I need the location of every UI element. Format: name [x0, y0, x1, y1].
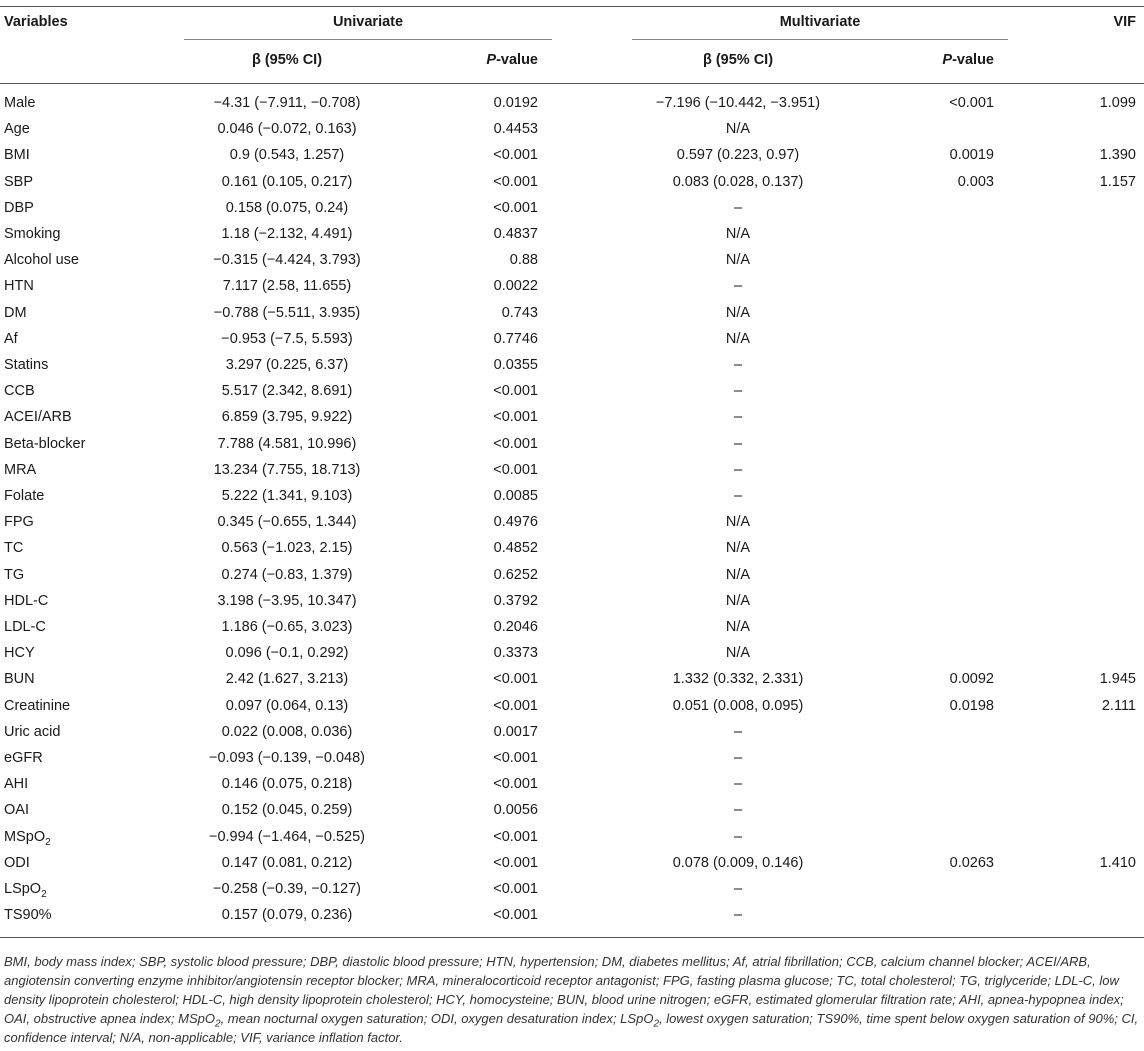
variable-label: [4, 382, 35, 400]
multi-beta-cell: –: [733, 776, 743, 793]
variable-label-text: MRA: [4, 461, 37, 478]
multi-p-cell: 0.0198: [949, 697, 994, 714]
variable-label-text: ACEI/ARB: [4, 409, 72, 426]
uni-p-cell: <0.001: [493, 854, 538, 871]
variable-label: [4, 120, 30, 138]
variable-label-text: Folate: [4, 488, 45, 504]
variable-label-text: eGFR: [4, 750, 43, 766]
variable-label-text: Statins: [4, 357, 49, 373]
uni-beta-cell: 3.297 (0.225, 6.37): [225, 357, 349, 373]
multi-p-cell: 0.0019: [949, 147, 994, 164]
uni-beta-cell: 0.096 (−0.1, 0.292): [225, 645, 349, 662]
top-rule: [0, 6, 1144, 7]
uni-p-cell: 0.0022: [493, 278, 538, 295]
variable-label-text: FPG: [4, 514, 34, 531]
multi-beta-cell: –: [733, 409, 743, 426]
multi-beta-cell: 1.332 (0.332, 2.331): [672, 671, 804, 688]
variable-label-text: Age: [4, 121, 30, 138]
variable-label: [4, 513, 34, 531]
uni-beta-cell: −0.315 (−4.424, 3.793): [213, 252, 361, 269]
uni-p-cell: 0.88: [509, 252, 538, 269]
uni-p-cell: 0.0355: [493, 357, 538, 373]
multi-beta-cell: –: [733, 435, 743, 452]
uni-beta-cell: 1.186 (−0.65, 3.023): [221, 619, 353, 635]
variable-label: [4, 906, 52, 924]
variable-label: [4, 749, 43, 767]
uni-p-cell: <0.001: [493, 409, 538, 426]
variable-label: [4, 697, 70, 715]
uni-p-cell: 0.7746: [493, 330, 538, 347]
uni-p-cell: <0.001: [493, 750, 538, 766]
uni-p-cell: 0.0085: [493, 488, 538, 504]
variable-label: [4, 801, 29, 819]
vif-cell: 1.945: [1099, 671, 1136, 688]
header-multivariate: Multivariate: [779, 14, 861, 30]
header-rule: [0, 83, 1144, 84]
variable-label: [4, 880, 47, 898]
multi-beta-cell: –: [733, 750, 743, 766]
multi-beta-cell: N/A: [725, 619, 751, 635]
uni-beta-cell: 0.152 (0.045, 0.259): [221, 802, 353, 819]
uni-beta-cell: 2.42 (1.627, 3.213): [225, 671, 349, 688]
variable-label-text: LSpO: [4, 881, 42, 897]
variable-label: [4, 723, 60, 741]
variable-label-text: Male: [4, 95, 36, 111]
variable-label: [4, 146, 30, 164]
variable-label-text: BUN: [4, 671, 35, 688]
uni-beta-cell: 0.345 (−0.655, 1.344): [217, 514, 357, 531]
uni-beta-cell: −0.093 (−0.139, −0.048): [208, 750, 366, 766]
uni-beta-cell: 0.9 (0.543, 1.257): [229, 147, 345, 164]
variable-label-text: Beta-blocker: [4, 435, 86, 452]
multi-beta-cell: N/A: [725, 226, 751, 242]
multi-p-cell: 0.0092: [949, 671, 994, 688]
uni-p-cell: 0.4837: [493, 226, 538, 242]
uni-p-cell: <0.001: [493, 173, 538, 190]
variable-label: [4, 461, 36, 479]
uni-beta-cell: 13.234 (7.755, 18.713): [213, 461, 361, 478]
vif-cell: 1.157: [1099, 173, 1136, 190]
variable-label-text: Uric acid: [4, 723, 61, 740]
variable-label-text: TG: [4, 566, 25, 583]
variable-label: [4, 566, 24, 584]
multi-beta-cell: N/A: [725, 121, 751, 138]
variable-label: [4, 592, 48, 610]
uni-p-cell: 0.2046: [493, 619, 538, 635]
multi-beta-cell: N/A: [725, 330, 751, 347]
multi-beta-cell: 0.078 (0.009, 0.146): [672, 854, 804, 871]
multi-beta-cell: N/A: [725, 645, 751, 662]
header-uni-p: P-value: [486, 52, 538, 68]
uni-beta-cell: 0.097 (0.064, 0.13): [225, 697, 349, 714]
uni-beta-cell: 5.222 (1.341, 9.103): [221, 488, 353, 504]
header-multi-beta: β (95% CI): [702, 52, 774, 68]
uni-beta-cell: 0.147 (0.081, 0.212): [221, 854, 353, 871]
variable-label-text: Alcohol use: [4, 252, 79, 269]
variable-label-text: SBP: [4, 173, 34, 190]
uni-p-cell: 0.0192: [493, 95, 538, 111]
variable-label: [4, 330, 18, 348]
multi-p-cell: <0.001: [949, 95, 994, 111]
table-footnote: BMI, body mass index; SBP, systolic blood pressure; DBP, diastolic blood pressure; HTN, hypertension; DM, diabetes mellitus; Af, atrial fibrillation; CCB, calcium channel blocker; ACEI/ARB, angiotensin converting enzyme inhibitor/angiotensin receptor blocker; MRA, mineralocorticoid receptor antagonist; FPG, fasting plasma glucose; TC, total cholesterol; TG, triglyceride; LDL-C, low density lipoprotein cholesterol; HDL-C, high density lipoprotein cholesterol; HCY, homocysteine; BUN, blood urine nitrogen; eGFR, estimated glomerular filtration rate; AHI, apnea-hypopnea index; OAI, obstructive apnea index; MSpO$_2$, mean nocturnal oxygen saturation; ODI, oxygen desaturation index; LSpO$_2$, lowest oxygen saturation; TS90%, time spent below oxygen saturation of 90%; CI, confidence interval; N/A, non-applicable; VIF, variance inflation factor.: [4, 954, 1139, 1045]
multi-beta-cell: −7.196 (−10.442, −3.951): [655, 95, 821, 111]
variable-label-text: MSpO: [4, 828, 46, 845]
variable-label: [4, 618, 46, 636]
uni-p-cell: 0.4976: [493, 514, 538, 531]
variable-label-text: BMI: [4, 147, 30, 164]
multi-beta-cell: –: [733, 828, 743, 845]
variable-label: [4, 173, 33, 191]
header-uni-beta: β (95% CI): [251, 52, 323, 68]
header-vif: VIF: [1113, 14, 1136, 30]
multi-beta-cell: –: [733, 461, 743, 478]
variable-label-subscript: 2: [45, 836, 51, 848]
multi-beta-cell: –: [733, 881, 743, 897]
variable-label: [4, 94, 35, 112]
multi-beta-cell: –: [733, 199, 743, 216]
uni-beta-cell: −0.258 (−0.39, −0.127): [213, 881, 361, 897]
uni-p-cell: <0.001: [493, 199, 538, 216]
uni-beta-cell: 5.517 (2.342, 8.691): [221, 383, 353, 400]
uni-beta-cell: 1.18 (−2.132, 4.491): [221, 226, 353, 242]
variable-label-subscript: 2: [41, 888, 47, 900]
uni-p-cell: <0.001: [493, 881, 538, 897]
variable-label-text: DBP: [4, 199, 34, 216]
variable-label: [4, 775, 28, 793]
uni-p-cell: <0.001: [493, 907, 538, 924]
uni-p-cell: 0.6252: [493, 566, 538, 583]
multi-beta-cell: N/A: [725, 592, 751, 609]
uni-beta-cell: −0.788 (−5.511, 3.935): [213, 304, 361, 321]
uni-beta-cell: 6.859 (3.795, 9.922): [221, 409, 353, 426]
uni-p-cell: 0.3792: [493, 592, 538, 609]
uni-p-cell: 0.4852: [493, 540, 538, 557]
variable-label: [4, 304, 27, 322]
variable-label-text: OAI: [4, 802, 29, 819]
multi-beta-cell: 0.051 (0.008, 0.095): [672, 697, 804, 714]
variable-label: [4, 225, 60, 243]
multi-p-cell: 0.003: [957, 173, 994, 190]
variable-label: [4, 356, 48, 374]
uni-beta-cell: 0.157 (0.079, 0.236): [221, 907, 353, 924]
uni-p-cell: <0.001: [493, 697, 538, 714]
variable-label: [4, 854, 30, 872]
variable-label-text: Smoking: [4, 226, 61, 242]
uni-p-cell: 0.743: [501, 304, 538, 321]
multi-beta-cell: N/A: [725, 514, 751, 531]
header-variables: Variables: [4, 14, 68, 30]
variable-label-text: HDL-C: [4, 592, 49, 609]
variable-label: [4, 277, 34, 295]
uni-beta-cell: −0.953 (−7.5, 5.593): [221, 330, 353, 347]
univariate-underline: [184, 39, 552, 40]
vif-cell: 2.111: [1101, 697, 1136, 714]
uni-p-cell: <0.001: [493, 435, 538, 452]
multi-beta-cell: –: [733, 907, 743, 924]
multi-beta-cell: N/A: [725, 566, 751, 583]
variable-label-text: Af: [4, 330, 18, 347]
bottom-rule: [0, 937, 1144, 938]
variable-label: [4, 408, 72, 426]
uni-beta-cell: 0.022 (0.008, 0.036): [221, 723, 353, 740]
uni-beta-cell: −0.994 (−1.464, −0.525): [208, 828, 366, 845]
variable-label: [4, 199, 34, 217]
uni-beta-cell: 0.274 (−0.83, 1.379): [221, 566, 353, 583]
uni-beta-cell: 7.788 (4.581, 10.996): [217, 435, 357, 452]
uni-p-cell: 0.0017: [493, 723, 538, 740]
variable-label-text: AHI: [4, 776, 29, 793]
vif-cell: 1.410: [1099, 854, 1136, 871]
variable-label-text: Creatinine: [4, 697, 71, 714]
multi-beta-cell: N/A: [725, 252, 751, 269]
uni-beta-cell: 0.158 (0.075, 0.24): [225, 199, 349, 216]
uni-beta-cell: −4.31 (−7.911, −0.708): [213, 95, 361, 111]
multi-beta-cell: N/A: [725, 304, 751, 321]
multi-beta-cell: 0.083 (0.028, 0.137): [672, 173, 804, 190]
uni-p-cell: <0.001: [493, 461, 538, 478]
multivariate-underline: [632, 39, 1008, 40]
uni-p-cell: <0.001: [493, 671, 538, 688]
variable-label: [4, 670, 35, 688]
variable-label: [4, 828, 51, 846]
multi-beta-cell: –: [733, 383, 743, 400]
multi-p-cell: 0.0263: [949, 854, 994, 871]
multi-beta-cell: –: [733, 278, 743, 295]
header-multi-p: P-value: [942, 52, 994, 68]
uni-beta-cell: 0.161 (0.105, 0.217): [221, 173, 353, 190]
variable-label-text: HTN: [4, 278, 34, 295]
uni-p-cell: <0.001: [493, 147, 538, 164]
multi-beta-cell: 0.597 (0.223, 0.97): [676, 147, 800, 164]
header-univariate: Univariate: [332, 14, 404, 30]
vif-cell: 1.099: [1099, 95, 1136, 111]
uni-p-cell: 0.0056: [493, 802, 538, 819]
variable-label-text: DM: [4, 304, 27, 321]
uni-p-cell: <0.001: [493, 383, 538, 400]
multi-beta-cell: –: [733, 488, 743, 504]
multi-beta-cell: –: [733, 723, 743, 740]
uni-beta-cell: 3.198 (−3.95, 10.347): [217, 592, 357, 609]
uni-p-cell: 0.4453: [493, 121, 538, 138]
uni-p-cell: 0.3373: [493, 645, 538, 662]
variable-label-text: TC: [4, 540, 24, 557]
variable-label: [4, 251, 79, 269]
uni-beta-cell: 7.117 (2.58, 11.655): [222, 278, 352, 295]
vif-cell: 1.390: [1099, 147, 1136, 164]
uni-beta-cell: 0.146 (0.075, 0.218): [221, 776, 353, 793]
variable-label: [4, 539, 23, 557]
variable-label: [4, 487, 44, 505]
variable-label: [4, 435, 85, 453]
variable-label-text: LDL-C: [4, 619, 46, 635]
multi-beta-cell: N/A: [725, 540, 751, 557]
variable-label: [4, 644, 35, 662]
variable-label-text: HCY: [4, 645, 35, 662]
uni-beta-cell: 0.046 (−0.072, 0.163): [217, 121, 357, 138]
multi-beta-cell: –: [733, 357, 743, 373]
uni-p-cell: <0.001: [493, 828, 538, 845]
multi-beta-cell: –: [733, 802, 743, 819]
uni-p-cell: <0.001: [493, 776, 538, 793]
uni-beta-cell: 0.563 (−1.023, 2.15): [221, 540, 353, 557]
variable-label-text: TS90%: [4, 907, 52, 924]
variable-label-text: ODI: [4, 854, 30, 871]
variable-label-text: CCB: [4, 383, 35, 400]
